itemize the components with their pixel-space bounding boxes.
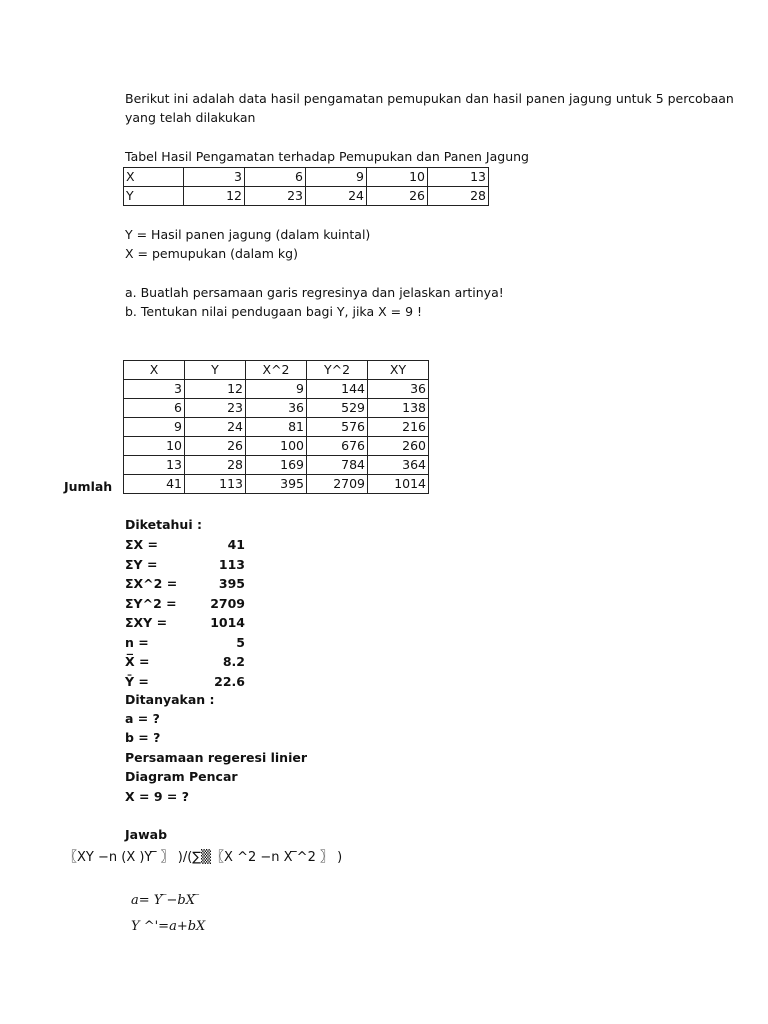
- known-value: 22.6: [214, 673, 245, 689]
- observation-table: [123, 167, 489, 206]
- column-header: Y^2: [307, 361, 368, 380]
- total-cell: 2709: [307, 475, 368, 494]
- definition-y: Y = Hasil panen jagung (dalam kuintal): [125, 227, 371, 242]
- column-header: Y: [185, 361, 246, 380]
- known-value: 41: [227, 537, 245, 552]
- table-cell: 9: [246, 380, 307, 399]
- table-cell: 24: [185, 418, 246, 437]
- known-key: ΣY =: [125, 556, 158, 572]
- answer-title: Jawab: [125, 827, 168, 842]
- column-header: XY: [368, 361, 429, 380]
- known-value: 8.2: [222, 654, 245, 669]
- known-item: [125, 672, 245, 692]
- known-value: 5: [236, 634, 245, 650]
- table-cell: 784: [307, 456, 368, 475]
- formula-y-hat: Y ^'=a+bX: [131, 919, 206, 934]
- table-cell: 23: [245, 187, 306, 206]
- known-value: 1014: [210, 615, 245, 630]
- table-cell: 3: [124, 380, 185, 399]
- table-cell: 364: [368, 456, 429, 475]
- table-cell: 13: [428, 168, 489, 187]
- known-item: [125, 613, 245, 633]
- known-item: [125, 535, 245, 555]
- table-header-row: [124, 361, 429, 380]
- table-cell: 529: [307, 399, 368, 418]
- table-row: [124, 168, 489, 187]
- definition-x: X = pemupukan (dalam kg): [125, 246, 298, 261]
- table-cell: 3: [184, 168, 245, 187]
- table-cell: 6: [245, 168, 306, 187]
- table-cell: 26: [367, 187, 428, 206]
- known-item: [125, 633, 245, 653]
- known-key: X̅ =: [125, 654, 150, 669]
- asked-item: Persamaan regeresi linier: [125, 750, 308, 765]
- table-cell: 26: [185, 437, 246, 456]
- known-value: 395: [218, 576, 245, 591]
- column-header: X^2: [246, 361, 307, 380]
- known-item: [125, 594, 245, 614]
- known-value: 113: [218, 556, 245, 572]
- table-cell: 12: [184, 187, 245, 206]
- table-cell: 169: [246, 456, 307, 475]
- table-cell: 12: [185, 380, 246, 399]
- known-title: Diketahui :: [125, 517, 202, 532]
- table-row: [124, 380, 429, 399]
- table-cell: 36: [246, 399, 307, 418]
- table-cell: 10: [124, 437, 185, 456]
- known-key: ΣX^2 =: [125, 576, 178, 591]
- table-cell: 576: [307, 418, 368, 437]
- known-item: [125, 652, 245, 672]
- table-cell: 676: [307, 437, 368, 456]
- table-row: [124, 437, 429, 456]
- asked-item: b = ?: [125, 730, 161, 745]
- known-key: ΣXY =: [125, 615, 168, 630]
- intro-line-1: Berikut ini adalah data hasil pengamatan pemupukan dan hasil panen jagung untuk 5 percobaan: [125, 91, 734, 106]
- asked-item: Diagram Pencar: [125, 769, 238, 784]
- intro-line-2: yang telah dilakukan: [125, 110, 256, 125]
- asked-title: Ditanyakan :: [125, 692, 215, 707]
- total-cell: 113: [185, 475, 246, 494]
- formula-b: 〖XY −n (X )Y ̅ 〗 )/(∑▒〖X ^2 −n X ̅^2 〗 ): [64, 850, 343, 865]
- known-item: [125, 574, 245, 594]
- table-row: [124, 187, 489, 206]
- known-value: 2709: [210, 595, 245, 611]
- formula-a: a= Y ̅−bX ̅: [131, 893, 200, 908]
- table-cell: 260: [368, 437, 429, 456]
- table-cell: 9: [306, 168, 367, 187]
- question-a: a. Buatlah persamaan garis regresinya dan jelaskan artinya!: [125, 285, 504, 300]
- calculation-table: [123, 360, 429, 494]
- table-cell: 28: [428, 187, 489, 206]
- table-cell: 144: [307, 380, 368, 399]
- known-key: ΣY^2 =: [125, 595, 177, 611]
- table-row: [124, 418, 429, 437]
- known-key: ΣX =: [125, 537, 159, 552]
- table-cell: 138: [368, 399, 429, 418]
- question-b: b. Tentukan nilai pendugaan bagi Y, jika X = 9 !: [125, 304, 423, 319]
- row-label: X: [124, 168, 184, 187]
- table-cell: 100: [246, 437, 307, 456]
- table-total-row: [124, 475, 429, 494]
- table-row: [124, 399, 429, 418]
- known-key: Ȳ =: [125, 673, 149, 689]
- asked-item: X = 9 = ?: [125, 789, 189, 804]
- total-label: Jumlah: [64, 479, 113, 494]
- known-item: [125, 555, 245, 575]
- table1-caption: Tabel Hasil Pengamatan terhadap Pemupukan dan Panen Jagung: [125, 149, 529, 164]
- column-header: X: [124, 361, 185, 380]
- table-cell: 10: [367, 168, 428, 187]
- total-cell: 1014: [368, 475, 429, 494]
- table-cell: 28: [185, 456, 246, 475]
- table-cell: 81: [246, 418, 307, 437]
- total-cell: 395: [246, 475, 307, 494]
- table-row: [124, 456, 429, 475]
- table-cell: 6: [124, 399, 185, 418]
- known-key: n =: [125, 634, 149, 650]
- table-cell: 24: [306, 187, 367, 206]
- table-cell: 23: [185, 399, 246, 418]
- table-cell: 36: [368, 380, 429, 399]
- asked-item: a = ?: [125, 711, 160, 726]
- row-label: Y: [124, 187, 184, 206]
- table-cell: 216: [368, 418, 429, 437]
- total-cell: 41: [124, 475, 185, 494]
- table-cell: 13: [124, 456, 185, 475]
- table-cell: 9: [124, 418, 185, 437]
